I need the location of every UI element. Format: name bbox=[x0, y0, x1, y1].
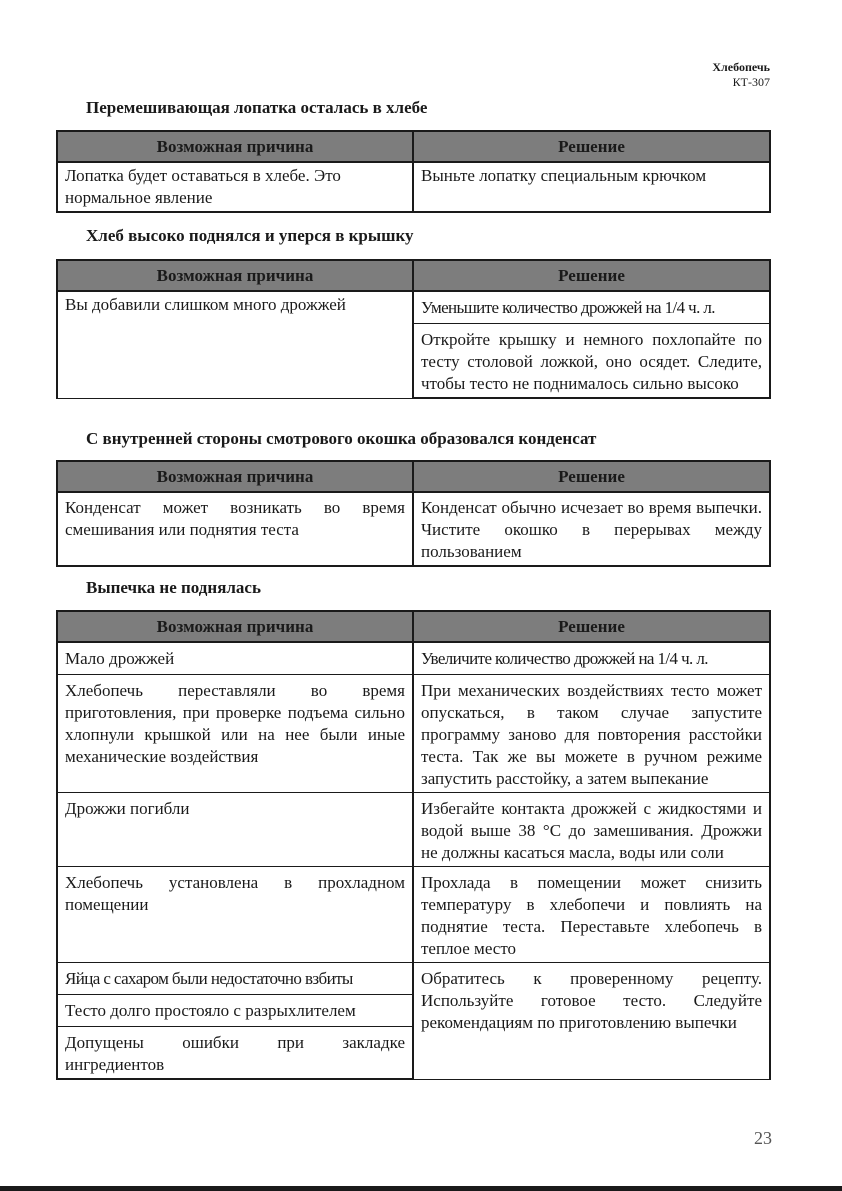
solution-cell: Откройте крышку и немного похлопайте по тесту столовой ложкой, оно осядет. Следите, чтобы тесто не поднималось сильно высоко bbox=[413, 324, 770, 399]
cause-cell: Хлебопечь установлена в прохладном помещении bbox=[57, 867, 413, 963]
column-header-cause: Возможная причина bbox=[57, 131, 413, 162]
table-row bbox=[57, 291, 770, 324]
section-title: С внутренней стороны смотрового окошка образовался конденсат bbox=[86, 429, 597, 448]
header-model: КТ-307 bbox=[732, 75, 770, 89]
cause-cell: Яйца с сахаром были недостаточно взбиты bbox=[57, 963, 413, 995]
cause-cell: Мало дрожжей bbox=[57, 642, 413, 675]
solution-cell: Прохлада в помещении может снизить температуру в хлебопечи и повлиять на поднятие теста. Переставьте хлебопечь в теплое место bbox=[413, 867, 770, 963]
troubleshooting-table bbox=[56, 130, 771, 213]
solution-cell: Выньте лопатку специальным крючком bbox=[413, 162, 770, 212]
cause-cell: Дрожжи погибли bbox=[57, 793, 413, 867]
section-title: Перемешивающая лопатка осталась в хлебе bbox=[86, 98, 428, 117]
cause-cell: Хлебопечь переставляли во время приготовления, при проверке подъема сильно хлопнули крышкой или на нее были иные механические воздействия bbox=[57, 675, 413, 793]
table-row bbox=[57, 963, 770, 995]
cause-cell: Лопатка будет оставаться в хлебе. Это нормальное явление bbox=[57, 162, 413, 212]
table-row bbox=[57, 793, 770, 867]
solution-cell: Уменьшите количество дрожжей на 1/4 ч. л. bbox=[413, 291, 770, 324]
column-header-solution: Решение bbox=[413, 131, 770, 162]
solution-cell: При механических воздействиях тесто может опускаться, в таком случае запустите программу заново для повторения расстойки теста. Так же вы можете в ручном режиме запустить расстойку, а затем выпекание bbox=[413, 675, 770, 793]
column-header-solution: Решение bbox=[413, 461, 770, 492]
table-row bbox=[57, 867, 770, 963]
table-row bbox=[57, 642, 770, 675]
solution-cell: Конденсат обычно исчезает во время выпечки. Чистите окошко в перерывах между пользованием bbox=[413, 492, 770, 566]
troubleshooting-table bbox=[56, 259, 771, 399]
column-header-cause: Возможная причина bbox=[57, 611, 413, 642]
table-row bbox=[57, 675, 770, 793]
troubleshooting-table bbox=[56, 610, 771, 1080]
solution-cell: Избегайте контакта дрожжей с жидкостями и водой выше 38 °C до замешивания. Дрожжи не должны касаться масла, воды или соли bbox=[413, 793, 770, 867]
page-number: 23 bbox=[754, 1128, 772, 1148]
column-header-solution: Решение bbox=[413, 611, 770, 642]
bottom-rule bbox=[0, 1186, 842, 1191]
column-header-cause: Возможная причина bbox=[57, 260, 413, 291]
cause-cell: Допущены ошибки при закладке ингредиентов bbox=[57, 1027, 413, 1080]
cause-cell: Тесто долго простояло с разрыхлителем bbox=[57, 995, 413, 1027]
column-header-solution: Решение bbox=[413, 260, 770, 291]
table-row bbox=[57, 492, 770, 566]
cause-cell: Конденсат может возникать во время смешивания или поднятия теста bbox=[57, 492, 413, 566]
header-product: Хлебопечь bbox=[712, 60, 770, 74]
cause-cell: Вы добавили слишком много дрожжей bbox=[57, 291, 413, 398]
table-row bbox=[57, 162, 770, 212]
section-title: Выпечка не поднялась bbox=[86, 578, 261, 597]
running-header bbox=[712, 60, 770, 90]
solution-cell: Увеличите количество дрожжей на 1/4 ч. л. bbox=[413, 642, 770, 675]
troubleshooting-table bbox=[56, 460, 771, 567]
column-header-cause: Возможная причина bbox=[57, 461, 413, 492]
solution-cell: Обратитесь к проверенному рецепту. Используйте готовое тесто. Следуйте рекомендациям по приготовлению выпечки bbox=[413, 963, 770, 1080]
section-title: Хлеб высоко поднялся и уперся в крышку bbox=[86, 226, 414, 245]
